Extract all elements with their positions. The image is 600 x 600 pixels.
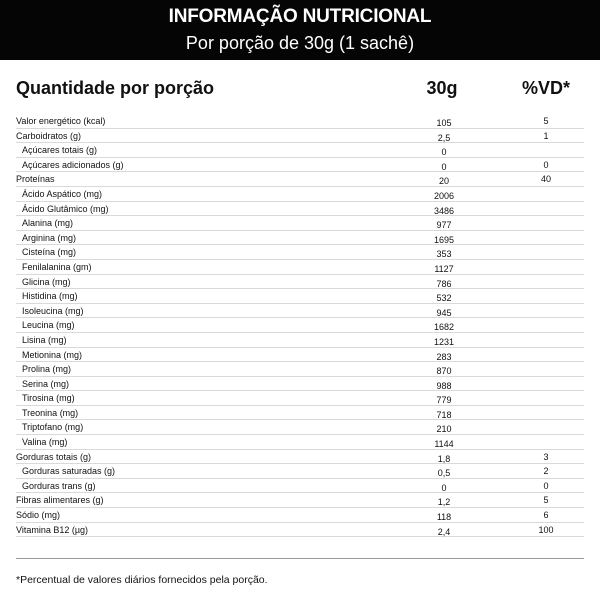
table-row	[16, 435, 584, 450]
row-label: Alanina (mg)	[22, 218, 74, 229]
table-row	[16, 158, 584, 173]
row-amount: 977	[436, 220, 452, 231]
row-amount: 0	[441, 482, 447, 493]
row-label: Fibras alimentares (g)	[16, 495, 104, 506]
table-row	[16, 129, 584, 144]
row-label: Valor energético (kcal)	[16, 116, 106, 126]
table-row	[16, 420, 584, 435]
row-label: Tirosina (mg)	[22, 393, 75, 404]
row-label: Gorduras trans (g)	[22, 480, 96, 491]
row-amount: 20	[438, 176, 449, 187]
row-amount: 786	[436, 278, 452, 289]
row-amount: 1695	[433, 234, 455, 245]
table-row	[16, 406, 584, 421]
table-row	[16, 202, 584, 217]
row-amount: 1,8	[437, 453, 451, 464]
header-title: INFORMAÇÃO NUTRICIONAL	[168, 6, 432, 27]
row-label: Treonina (mg)	[22, 407, 79, 418]
table-row	[16, 333, 584, 348]
row-label: Vitamina B12 (µg)	[16, 524, 89, 535]
row-label: Glicina (mg)	[22, 276, 71, 287]
row-amount: 718	[436, 409, 452, 420]
row-amount: 283	[436, 351, 452, 362]
row-amount: 2006	[433, 190, 455, 201]
row-label: Triptofano (mg)	[22, 422, 84, 433]
row-label: Valina (mg)	[22, 437, 68, 448]
row-label: Cisteína (mg)	[22, 247, 77, 258]
row-vd: 5	[543, 495, 549, 506]
row-amount: 2,5	[437, 132, 451, 143]
row-amount: 1127	[434, 263, 454, 274]
header-subtitle: Por porção de 30g (1 sachê)	[185, 33, 415, 53]
row-label: Serina (mg)	[22, 378, 70, 389]
row-label: Ácido Glutâmico (mg)	[22, 203, 109, 214]
table-row	[16, 172, 584, 187]
table-row	[16, 260, 584, 275]
table-row	[16, 231, 584, 246]
nutrition-table	[16, 114, 584, 537]
table-row	[16, 450, 584, 465]
row-amount: 532	[436, 293, 452, 304]
row-amount: 0	[441, 147, 447, 158]
table-row	[16, 479, 584, 494]
row-amount: 945	[436, 307, 452, 318]
row-vd: 6	[543, 510, 549, 521]
table-row	[16, 377, 584, 392]
row-amount: 1144	[434, 439, 454, 450]
row-vd: 40	[540, 174, 551, 185]
table-row	[16, 493, 584, 508]
row-amount: 1682	[433, 322, 455, 333]
row-label: Açúcares adicionados (g)	[22, 159, 124, 170]
table-row	[16, 508, 584, 523]
row-label: Gorduras saturadas (g)	[22, 466, 116, 477]
row-amount: 2,4	[437, 526, 451, 537]
row-label: Gorduras totais (g)	[16, 451, 92, 462]
row-label: Arginina (mg)	[22, 232, 77, 243]
table-row	[16, 464, 584, 479]
row-label: Fenilalanina (gm)	[22, 261, 92, 272]
table-row	[16, 275, 584, 290]
column-header-vd: %VD*	[521, 78, 570, 98]
table-row	[16, 348, 584, 363]
row-vd: 2	[543, 466, 549, 477]
row-amount: 988	[436, 380, 452, 391]
column-header-amount: 30g	[426, 78, 458, 98]
nutrition-header	[0, 0, 600, 60]
row-vd: 5	[543, 116, 549, 126]
table-row	[16, 216, 584, 231]
row-amount: 210	[436, 424, 452, 435]
row-amount: 118	[436, 512, 452, 523]
row-label: Açúcares totais (g)	[22, 145, 98, 156]
row-label: Sódio (mg)	[16, 510, 61, 521]
row-label: Carboidratos (g)	[16, 130, 82, 141]
row-amount: 3486	[433, 205, 455, 216]
row-label: Proteínas	[16, 174, 55, 185]
row-vd: 100	[538, 524, 554, 535]
table-row	[16, 114, 584, 129]
row-vd: 1	[543, 130, 549, 141]
bottom-divider	[16, 558, 584, 559]
table-row	[16, 143, 584, 158]
table-row	[16, 318, 584, 333]
row-label: Prolina (mg)	[22, 364, 72, 375]
row-label: Histidina (mg)	[22, 291, 78, 302]
row-amount: 1231	[433, 336, 455, 347]
footnote: *Percentual de valores diários fornecidos pela porção.	[16, 574, 268, 586]
table-row	[16, 362, 584, 377]
row-amount: 779	[436, 395, 452, 406]
row-amount: 1,2	[437, 497, 451, 508]
table-row	[16, 523, 584, 538]
table-row	[16, 245, 584, 260]
table-row	[16, 304, 584, 319]
row-vd: 0	[543, 480, 549, 491]
table-row	[16, 289, 584, 304]
table-row	[16, 391, 584, 406]
table-row	[16, 187, 584, 202]
row-label: Metionina (mg)	[22, 349, 83, 360]
row-vd: 3	[543, 451, 549, 462]
row-label: Isoleucina (mg)	[22, 305, 84, 316]
row-label: Lisina (mg)	[22, 334, 67, 345]
row-label: Leucina (mg)	[22, 320, 75, 331]
row-amount: 870	[436, 366, 452, 377]
row-amount: 0,5	[437, 468, 451, 479]
row-amount: 105	[436, 118, 452, 128]
row-amount: 0	[441, 161, 447, 172]
row-amount: 353	[436, 249, 452, 260]
column-header-label: Quantidade por porção	[16, 78, 215, 98]
row-label: Ácido Aspático (mg)	[22, 188, 103, 199]
row-vd: 0	[543, 159, 549, 170]
